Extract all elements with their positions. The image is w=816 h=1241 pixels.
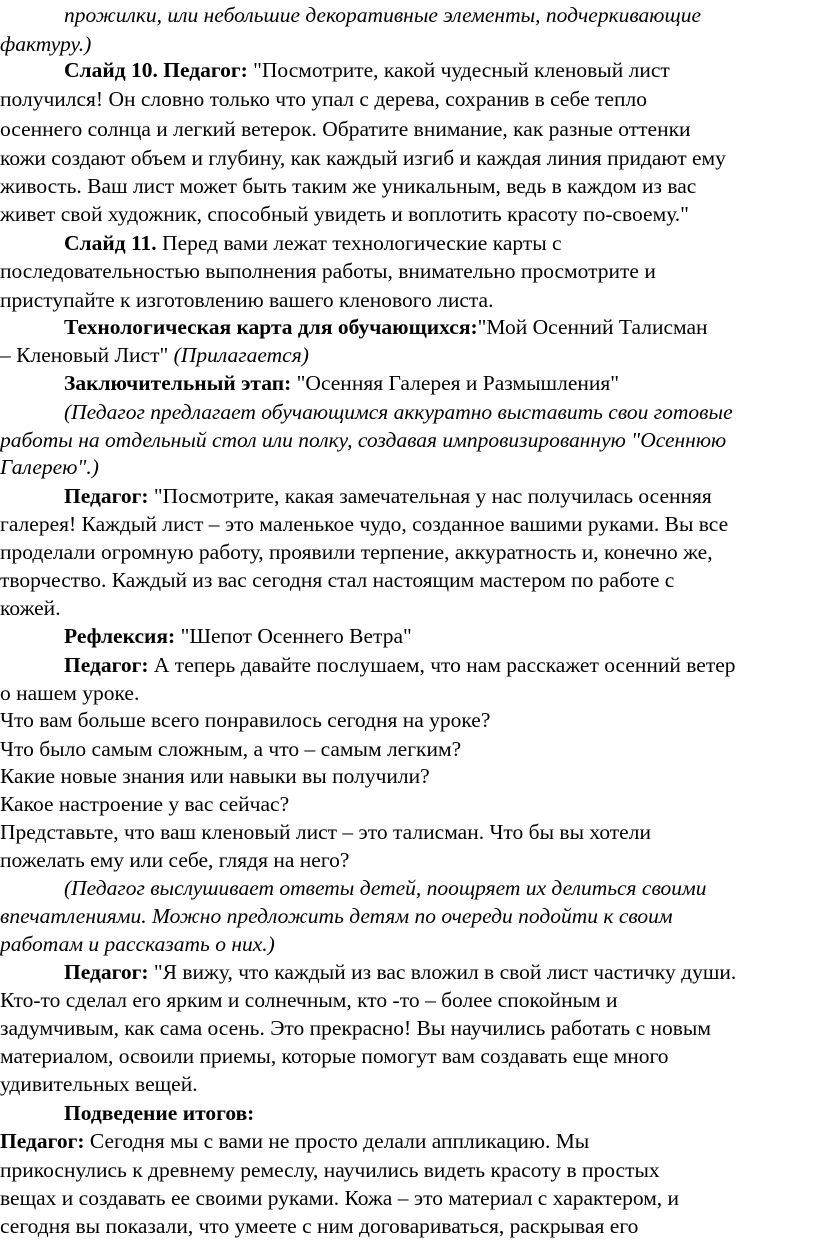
body-text: Сегодня мы с вами не просто делали аппликацию. Мы	[84, 1129, 590, 1153]
text-line	[0, 200, 816, 229]
body-text: "Посмотрите, какой чудесный кленовый лист	[247, 58, 670, 82]
text-line	[0, 566, 816, 595]
bold-label: Технологическая карта для обучающихся:	[64, 315, 478, 339]
text-line	[0, 510, 816, 539]
body-text: "Шепот Осеннего Ветра"	[175, 624, 412, 648]
bold-label: Подведение итогов:	[64, 1101, 255, 1125]
text-line	[0, 229, 816, 258]
text-line	[0, 426, 816, 455]
text-line	[0, 85, 816, 114]
body-text: Перед вами лежат технологические карты с	[156, 231, 562, 255]
italic-text: прожилки, или небольшие декоративные элементы, подчеркивающие	[64, 3, 701, 27]
italic-text: фактуру.)	[0, 32, 92, 56]
text-line	[0, 257, 816, 286]
text-line	[0, 874, 816, 903]
bold-label: Слайд 10. Педагог:	[64, 58, 248, 82]
text-line	[0, 790, 816, 819]
italic-text: (Педагог выслушивает ответы детей, поощряет их делиться своими	[64, 876, 707, 900]
text-line	[0, 56, 816, 85]
body-text: проделали огромную работу, проявили терпение, аккуратность и, конечно же,	[0, 540, 713, 564]
body-text: "Осенняя Галерея и Размышления"	[291, 371, 620, 395]
text-line	[0, 594, 816, 623]
body-text: галерея! Каждый лист – это маленькое чудо, созданное вашими руками. Вы все	[0, 512, 729, 536]
text-line	[0, 846, 816, 875]
text-line	[0, 902, 816, 931]
text-line	[0, 1042, 816, 1071]
text-line	[0, 735, 816, 764]
italic-text: работам и рассказать о них.)	[0, 932, 275, 956]
body-text: получился! Он словно только что упал с дерева, сохранив в себе тепло	[0, 87, 647, 111]
italic-text: Галерею".)	[0, 455, 99, 479]
text-line	[0, 286, 816, 315]
text-line	[0, 313, 816, 342]
body-text: сегодня вы показали, что умеете с ним договариваться, раскрывая его	[0, 1214, 639, 1238]
body-text: материалом, освоили приемы, которые помогут вам создавать еще много	[0, 1044, 669, 1068]
body-text: кожей.	[0, 596, 61, 620]
text-line	[0, 1212, 816, 1241]
body-text: осеннего солнца и легкий ветерок. Обратите внимание, как разные оттенки	[0, 117, 691, 141]
text-line	[0, 115, 816, 144]
text-line	[0, 1070, 816, 1099]
text-line	[0, 1127, 816, 1156]
body-text: "Мой Осенний Талисман	[477, 315, 708, 339]
body-text: вещах и создавать ее своими руками. Кожа – это материал с характером, и	[0, 1186, 680, 1210]
text-line	[0, 706, 816, 735]
text-line	[0, 679, 816, 708]
body-text: Кто-то сделал его ярким и солнечным, кто -то – более спокойным и	[0, 988, 618, 1012]
body-text: Какое настроение у вас сейчас?	[0, 792, 290, 816]
bold-label: Педагог:	[0, 1129, 85, 1153]
body-text: Какие новые знания или навыки вы получили?	[0, 764, 430, 788]
body-text: задумчивым, как сама осень. Это прекрасно! Вы научились работать с новым	[0, 1016, 711, 1040]
italic-text: работы на отдельный стол или полку, создавая импровизированную "Осеннюю	[0, 428, 727, 452]
text-line	[0, 398, 816, 427]
body-text: удивительных вещей.	[0, 1072, 198, 1096]
text-line	[0, 1014, 816, 1043]
text-line	[0, 369, 816, 398]
text-line	[0, 958, 816, 987]
text-line	[0, 482, 816, 511]
text-line	[0, 818, 816, 847]
bold-label: Рефлексия:	[64, 624, 176, 648]
text-line	[0, 986, 816, 1015]
bold-label: Педагог:	[64, 653, 149, 677]
italic-text: (Прилагается)	[173, 343, 309, 367]
text-line	[0, 30, 816, 59]
bold-label: Слайд 11.	[64, 231, 157, 255]
body-text: – Кленовый Лист"	[0, 343, 174, 367]
body-text: Представьте, что ваш кленовый лист – это талисман. Что бы вы хотели	[0, 820, 651, 844]
italic-text: впечатлениями. Можно предложить детям по очереди подойти к своим	[0, 904, 673, 928]
body-text: кожи создают объем и глубину, как каждый изгиб и каждая линия придают ему	[0, 146, 726, 170]
text-line	[0, 622, 816, 651]
text-line	[0, 762, 816, 791]
body-text: "Я вижу, что каждый из вас вложил в свой лист частичку души.	[148, 960, 737, 984]
bold-label: Педагог:	[64, 960, 149, 984]
body-text: пожелать ему или себе, глядя на него?	[0, 848, 350, 872]
text-line	[0, 1156, 816, 1185]
text-line	[0, 538, 816, 567]
body-text: А теперь давайте послушаем, что нам расскажет осенний ветер	[148, 653, 736, 677]
text-line	[0, 1184, 816, 1213]
text-line	[0, 172, 816, 201]
body-text: творчество. Каждый из вас сегодня стал настоящим мастером по работе с	[0, 568, 675, 592]
text-line	[0, 144, 816, 173]
italic-text: (Педагог предлагает обучающимся аккуратно выставить свои готовые	[64, 400, 733, 424]
text-line	[0, 453, 816, 482]
body-text: о нашем уроке.	[0, 681, 140, 705]
bold-label: Педагог:	[64, 484, 149, 508]
body-text: живет свой художник, способный увидеть и воплотить красоту по-своему."	[0, 202, 689, 226]
body-text: "Посмотрите, какая замечательная у нас получилась осенняя	[148, 484, 712, 508]
text-line	[0, 1, 816, 30]
body-text: Что было самым сложным, а что – самым легким?	[0, 737, 462, 761]
body-text: живость. Ваш лист может быть таким же уникальным, ведь в каждом из вас	[0, 174, 697, 198]
body-text: последовательностью выполнения работы, внимательно просмотрите и	[0, 259, 656, 283]
text-line	[0, 930, 816, 959]
body-text: Что вам больше всего понравилось сегодня на уроке?	[0, 708, 491, 732]
body-text: приступайте к изготовлению вашего кленового листа.	[0, 288, 494, 312]
text-line	[0, 1099, 816, 1128]
text-line	[0, 651, 816, 680]
body-text: прикоснулись к древнему ремеслу, научились видеть красоту в простых	[0, 1158, 660, 1182]
text-line	[0, 341, 816, 370]
bold-label: Заключительный этап:	[64, 371, 292, 395]
